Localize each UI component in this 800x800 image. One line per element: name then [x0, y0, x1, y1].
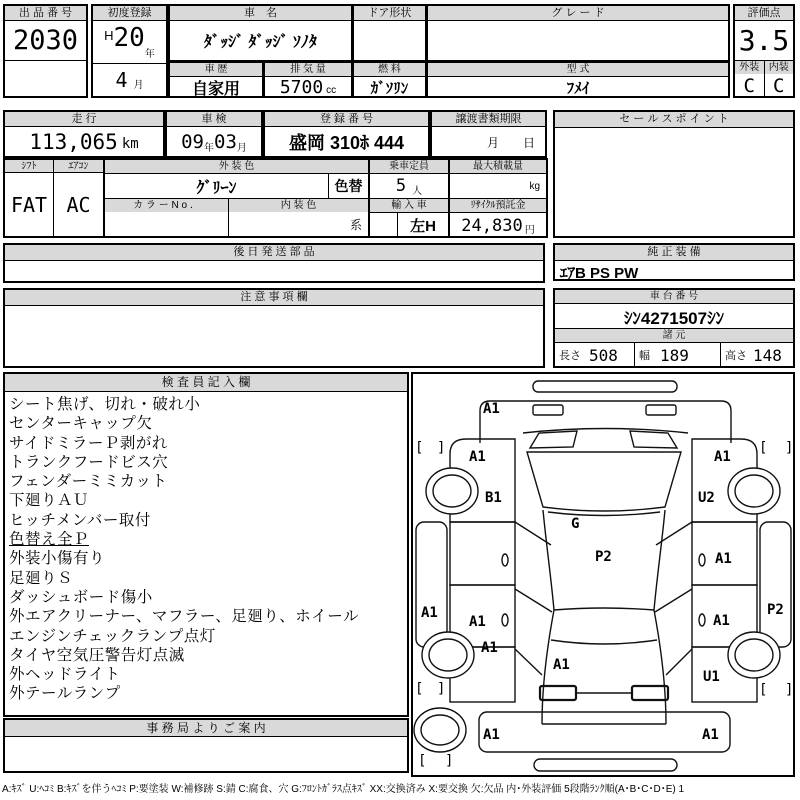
fuel-box: [352, 61, 427, 98]
spec-length-value: 508: [589, 345, 618, 365]
mileage-header: 走 行: [5, 112, 163, 127]
grade-value: [428, 21, 728, 59]
grade-header: グ レ ー ド: [428, 6, 728, 21]
inspector-note-line: トランクフードビス穴: [9, 453, 169, 471]
month-value: 4: [115, 67, 128, 92]
spec-width-label: 幅: [639, 350, 650, 362]
max-load-value: [450, 174, 546, 199]
damage-code-label: A1: [421, 605, 438, 621]
fuel-header: 燃 料: [354, 63, 425, 77]
damage-code-label: P2: [595, 549, 612, 565]
first-registration-header: 初度登録: [93, 6, 166, 21]
inspector-note-line: 外エアクリーナー、マフラー、足廻り、ホイール: [9, 608, 359, 626]
aircon-header: ｴｱｺﾝ: [54, 160, 103, 173]
import-header: 輸 入 車: [370, 199, 448, 213]
first-registration-year: [93, 21, 166, 64]
year-value: 20: [113, 23, 145, 53]
damage-code-label: P2: [767, 602, 784, 618]
inspector-note-line: シート焦げ、切れ・破れ小: [9, 396, 201, 413]
inspector-note-line: 下廻りＡＵ: [9, 492, 90, 510]
recycle-unit: 円: [524, 224, 535, 236]
plate-number-value: 盛岡 310ﾎ 444: [288, 133, 405, 153]
history-value: 自家用: [191, 80, 240, 98]
genuine-equipment-header: 純 正 装 備: [555, 245, 793, 261]
exterior-grade-value: C: [735, 74, 765, 97]
lot-number-header: 出 品 番 号: [5, 6, 86, 21]
inspector-note-line: エンジンチェックランプ点灯: [9, 627, 216, 645]
inspector-notes-box: [3, 372, 409, 717]
displacement-unit: cc: [326, 84, 337, 96]
office-notice-box: [3, 718, 409, 773]
damage-code-label: A1: [483, 401, 500, 417]
recycle-header: ﾘｻｲｸﾙ預託金: [450, 199, 546, 213]
fuel-value: ｶﾞｿﾘﾝ: [370, 79, 409, 97]
damage-diagram-box: [411, 372, 795, 777]
inspector-note-line: 外装小傷有り: [9, 550, 106, 568]
max-load-unit: kg: [529, 180, 540, 192]
recycle-value: [450, 213, 546, 238]
inspection-year: 09: [181, 131, 204, 153]
first-registration-month: [93, 64, 166, 95]
bracket-mark: [: [418, 753, 427, 769]
model-code-value: ﾌﾒｲ: [566, 79, 590, 97]
inspector-notes-header: 検 査 員 記 入 欄: [5, 374, 407, 392]
inspector-note-line: サイドミラーＰ剥がれ: [9, 434, 168, 452]
recycle-number: 24,830: [461, 215, 523, 236]
interior-color-header: 内 装 色: [229, 199, 368, 212]
inspection-box: [165, 110, 263, 158]
capacity-header: 乗車定員: [370, 160, 448, 174]
inspector-note-line: センターキャップ欠: [9, 415, 153, 433]
chassis-specs-box: [553, 288, 795, 368]
exterior-color-value: ｸﾞﾘｰﾝ: [196, 179, 237, 197]
spec-length: [555, 343, 635, 367]
damage-code-label: B1: [485, 490, 502, 506]
displacement-value: [265, 77, 351, 97]
sales-point-box: [553, 110, 795, 238]
plate-number-header: 登 録 番 号: [265, 112, 428, 127]
inspector-note-line: 足廻りＳ: [9, 569, 74, 587]
door-shape-value: [354, 21, 425, 59]
chassis-header: 車 台 番 号: [555, 290, 793, 304]
model-code-box: [426, 61, 730, 98]
mileage-unit: km: [121, 136, 139, 152]
interior-grade-header: 内装: [765, 61, 794, 74]
capacity-unit: 人: [412, 185, 423, 197]
displacement-header: 排 気 量: [265, 63, 351, 77]
inspection-month-unit: 月: [236, 142, 247, 154]
car-name-header: 車 名: [170, 6, 351, 21]
damage-code-label: A1: [469, 614, 486, 630]
import-value: 左H: [410, 218, 436, 235]
bracket-mark: [: [759, 440, 768, 456]
capacity-import-box: [370, 158, 450, 238]
door-shape-box: [352, 4, 427, 62]
bracket-mark: [: [415, 681, 424, 697]
spec-width: [635, 343, 721, 367]
later-shipped-parts-header: 後 日 発 送 部 品: [5, 245, 543, 261]
spec-width-value: 189: [660, 345, 689, 365]
bracket-mark: [: [759, 682, 768, 698]
inspector-note-line: フェンダーミミカット: [9, 473, 168, 491]
mileage-number: 113,065: [29, 130, 118, 154]
capacity-value: [370, 174, 448, 199]
inspection-month: 03: [214, 131, 237, 153]
later-shipped-parts-box: [3, 243, 545, 283]
legend-text: A:ｷｽﾞ U:ﾍｺﾐ B:ｷｽﾞを伴うﾍｺﾐ P:要塗装 W:補修跡 S:錆 C:腐食、穴 G:ﾌﾛﾝﾄｶﾞﾗｽ点ｷｽﾞ XX:交換済み X:要交換 欠:欠品 内･外装評価 5段階ﾗﾝｸ順(A･B･C･D･E) 1: [2, 784, 685, 795]
inspector-note-line: タイヤ空気圧警告灯点滅: [9, 646, 185, 664]
inspection-year-unit: 年: [204, 142, 214, 154]
first-registration-box: [91, 4, 168, 98]
color-no-header: カ ラ ー N o ．: [105, 199, 229, 212]
transfer-deadline-value: 月 日: [486, 135, 535, 150]
damage-code-label: A1: [713, 613, 730, 629]
sales-point-header: セ ー ル ス ポ イ ン ト: [555, 112, 793, 128]
damage-code-label: A1: [469, 449, 486, 465]
inspector-note-line: ダッシュボード傷小: [9, 588, 153, 606]
lot-number-value: 2030: [5, 21, 86, 61]
damage-code-label: A1: [714, 449, 731, 465]
spec-height: [721, 343, 793, 367]
aircon-value: AC: [66, 192, 91, 217]
history-header: 車 歴: [170, 63, 262, 77]
inspector-notes-list: [5, 392, 407, 704]
displacement-number: 5700: [279, 76, 324, 98]
specs-header: 諸 元: [555, 329, 793, 343]
lot-number-box: [3, 4, 88, 98]
shift-header: ｼﾌﾄ: [5, 160, 54, 173]
mileage-value: [5, 127, 163, 157]
transfer-deadline-box: [430, 110, 547, 158]
damage-code-label: A1: [702, 727, 719, 743]
exterior-grade-header: 外装: [735, 61, 765, 74]
damage-code-label: A1: [553, 657, 570, 673]
inspector-note-line: 外ヘッドライト: [9, 666, 121, 684]
genuine-equipment-value: ｴｱB PS PW: [560, 265, 639, 282]
import-subcell: [370, 213, 398, 238]
damage-code-label: G: [571, 516, 580, 532]
grade-box: [426, 4, 730, 62]
office-notice-header: 事 務 局 よ り ご 案 内: [5, 720, 407, 737]
interior-grade-value: C: [773, 74, 785, 97]
car-name-value: ﾀﾞｯｼﾞ ﾀﾞｯｼﾞ ｿﾉﾀ: [204, 33, 317, 51]
model-code-header: 型 式: [428, 63, 728, 77]
damage-code-label: A1: [481, 640, 498, 656]
caution-header: 注 意 事 項 欄: [5, 290, 543, 306]
mileage-box: [3, 110, 165, 158]
bracket-mark: ]: [785, 682, 794, 698]
year-unit: 年: [144, 49, 155, 60]
damage-code-label: U2: [698, 490, 715, 506]
chassis-value: ｼﾝ4271507ｼﾝ: [555, 304, 793, 329]
damage-code-label: U1: [703, 669, 720, 685]
era-letter: H: [104, 28, 114, 43]
spec-length-label: 長さ: [559, 350, 581, 362]
door-shape-header: ドア形状: [354, 6, 425, 21]
shift-aircon-box: [3, 158, 105, 238]
inspector-note-line: ヒッチメンバー取付: [9, 511, 151, 529]
caution-box: [3, 288, 545, 368]
spec-height-label: 高さ: [725, 350, 747, 362]
plate-number-box: [263, 110, 430, 158]
car-name-box: [168, 4, 353, 62]
interior-color-value: 系: [349, 218, 362, 232]
color-no-value: [105, 212, 229, 237]
inspector-note-line: 色替え全Ｐ: [9, 531, 90, 549]
color-box: [105, 158, 370, 238]
inspection-value: [167, 127, 261, 157]
inspection-header: 車 検: [167, 112, 261, 127]
spec-height-value: 148: [753, 345, 782, 365]
month-unit: 月: [133, 80, 144, 91]
capacity-number: 5: [395, 176, 407, 196]
bracket-mark: ]: [437, 681, 446, 697]
color-change-flag: 色替: [328, 174, 368, 198]
damage-code-label: A1: [483, 727, 500, 743]
transfer-deadline-header: 譲渡書類期限: [432, 112, 545, 127]
score-header: 評価点: [735, 6, 793, 21]
damage-code-layer: [413, 374, 793, 775]
bracket-mark: ]: [445, 753, 454, 769]
genuine-equipment-box: [553, 243, 795, 281]
score-box: [733, 4, 795, 98]
load-recycle-box: [450, 158, 548, 238]
bracket-mark: ]: [437, 440, 446, 456]
bracket-mark: ]: [785, 440, 794, 456]
history-box: [168, 61, 264, 98]
bracket-mark: [: [415, 440, 424, 456]
displacement-box: [263, 61, 353, 98]
exterior-color-header: 外 装 色: [105, 160, 368, 174]
damage-code-label: A1: [715, 551, 732, 567]
shift-value: FAT: [5, 173, 54, 236]
score-value: 3.5: [735, 21, 793, 61]
max-load-header: 最大積載量: [450, 160, 546, 174]
inspector-note-line: 外テールランプ: [9, 685, 121, 703]
